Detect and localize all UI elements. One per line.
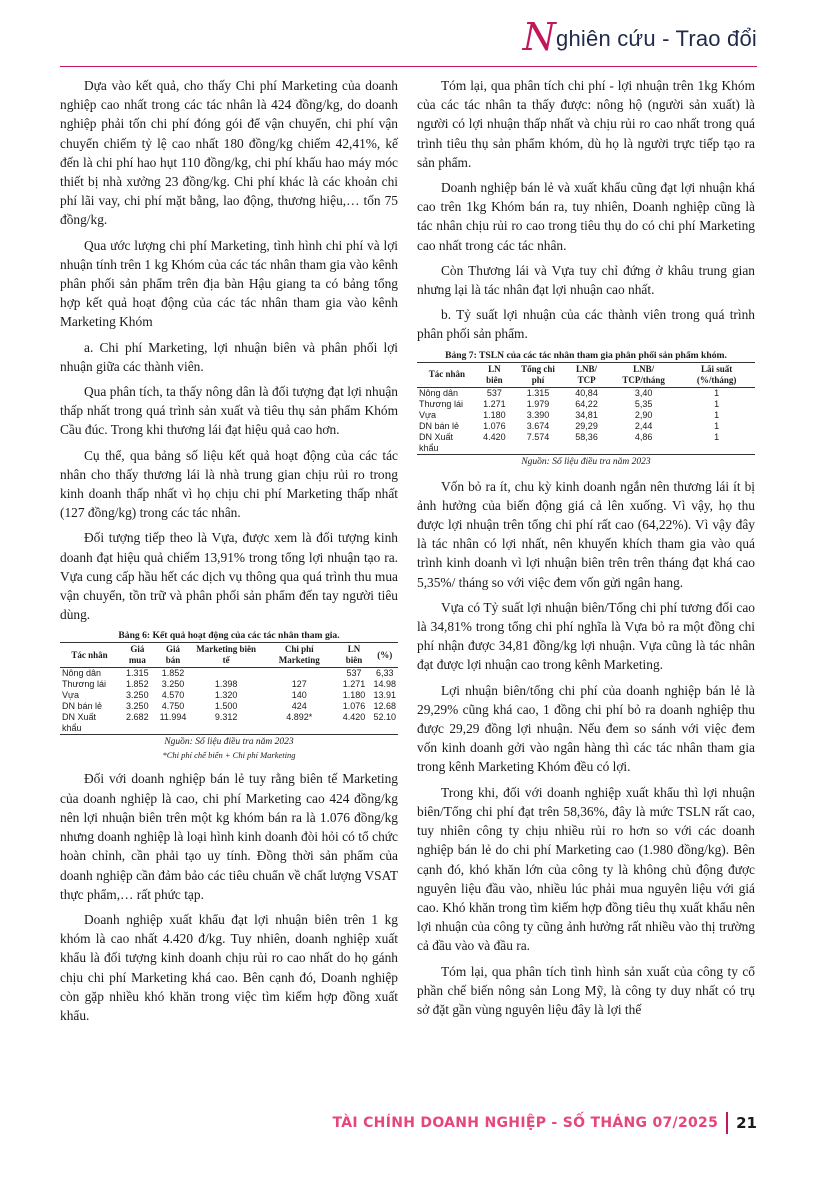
table-cell: 7.574 — [512, 432, 564, 455]
table-7-caption: Bảng 7: TSLN của các tác nhân tham gia phân phối sản phẩm khóm. — [445, 349, 727, 361]
paragraph: Doanh nghiệp xuất khẩu đạt lợi nhuận biên trên 1 kg khóm là cao nhất 4.420 đ/kg. Tuy nhiên, doanh nghiệp xuất khẩu là đối tượng kinh doanh chịu rủi ro cao nhất do họ gánh chịu chi phí Marketing khá cao. Bên cạnh đó, Doanh nghiệp còn gặp nhiều khó khăn trong việc tìm kiếm hợp đồng xuất khẩu. — [60, 911, 398, 1023]
right-paragraphs-bottom — [417, 477, 755, 1019]
table-cell: 4.892* — [262, 712, 337, 735]
table-cell: 1.979 — [526, 398, 550, 409]
paragraph: Qua phân tích, ta thấy nông dân là đối tượng đạt lợi nhuận thấp nhất trong quá trình sản xuất và tiêu thụ sản phẩm Khóm Cầu đúc. Trong khi thương lái đạt hiệu quả cao hơn. — [60, 384, 398, 438]
table-cell: 3.250 — [126, 690, 149, 701]
publication-name: TÀI CHÍNH DOANH NGHIỆP - SỐ THÁNG 07/2025 — [332, 1115, 719, 1131]
table-cell: 6,33 — [375, 668, 394, 679]
table-cell: 127 — [291, 679, 307, 690]
column-header: LN biên — [477, 362, 512, 387]
table-row — [60, 701, 398, 712]
column-header: Lãi suất (%/tháng) — [678, 362, 755, 387]
table-cell: 64,22 — [575, 398, 598, 409]
table-cell: 52.10 — [371, 712, 398, 735]
column-header: LN biên — [337, 643, 372, 668]
table-6-body — [60, 668, 398, 735]
table-6 — [60, 630, 398, 761]
table-cell: 9.312 — [190, 712, 262, 735]
column-header: Giá mua — [119, 643, 156, 668]
table-cell: 2,90 — [634, 409, 653, 420]
table-cell: 1.076 — [342, 701, 366, 712]
paragraph: b. Tỷ suất lợi nhuận của các thành viên trong quá trình phân phối sản phẩm. — [417, 307, 755, 342]
table-cell: Thương lái — [419, 398, 463, 409]
table-cell — [262, 668, 337, 680]
table-7 — [417, 350, 755, 469]
column-header: Chi phí Marketing — [262, 643, 337, 668]
left-paragraphs-top — [60, 76, 398, 624]
table-cell: 13.91 — [373, 690, 396, 701]
table-cell: 4.420 — [477, 432, 512, 455]
table-7-grid — [417, 362, 755, 455]
table-cell: 34,81 — [575, 409, 598, 420]
table-cell: 140 — [291, 690, 307, 701]
table-cell: 1.852 — [161, 668, 185, 679]
paragraph: Vựa có Tỷ suất lợi nhuận biên/Tổng chi phí tương đối cao là 34,81% trong tổng chi phí nghĩa là Vựa bỏ ra một đồng chi phí nhận được 34,81 đồng/kg lợi nhuận. Vựa cũng là tác nhân đạt được lợi nhuận cao trong kênh Marketing. — [417, 599, 755, 673]
table-cell: 3.390 — [526, 409, 550, 420]
table-row — [60, 712, 398, 735]
table-cell: 1 — [714, 409, 720, 420]
paragraph: Tóm lại, qua phân tích tình hình sản xuất của công ty cổ phần chế biến nông sản Long Mỹ, là công ty duy nhất có trụ sở đặt gần vùng nguyên liệu đây là lợi thế — [417, 963, 755, 1017]
table-cell: DN bán lẻ — [62, 701, 103, 712]
table-row — [417, 387, 755, 399]
table-cell: 4,86 — [609, 432, 678, 455]
right-paragraphs-top — [417, 76, 755, 344]
table-cell: DN Xuất khẩu — [417, 432, 477, 455]
table-cell: Nông dân — [62, 668, 102, 679]
table-cell: DN bán lẻ — [419, 420, 460, 431]
page-number: 21 — [736, 1114, 757, 1132]
paragraph: Cụ thể, qua bảng số liệu kết quả hoạt động của các tác nhân cho thấy thương lái là nhà trung gian chịu rủi ro trong kinh doanh thấp nhất vì họ chịu chi phí Marketing thấp nhất (127 đồng/kg) trong các tác nhân. — [60, 447, 398, 521]
table-row — [60, 668, 398, 680]
section-title-initial: N — [522, 15, 557, 59]
column-header: Marketing biên tế — [190, 643, 262, 668]
table-row — [60, 690, 398, 701]
table-cell: 1.315 — [526, 387, 550, 398]
table-7-body — [417, 387, 755, 454]
section-title — [522, 15, 757, 59]
table-row — [417, 399, 755, 410]
table-cell: 1.076 — [483, 420, 506, 431]
table-row — [417, 410, 755, 421]
table-cell: Nông dân — [419, 387, 459, 398]
table-cell: 1.271 — [483, 398, 506, 409]
column-header: LNB/ TCP — [564, 362, 609, 387]
paragraph: Doanh nghiệp bán lẻ và xuất khẩu cũng đạt lợi nhuận khá cao trên 1kg Khóm bán ra, tuy nhiên, Doanh nghiệp cũng là tác nhân chịu rủi ro cao trong tiêu thụ do có chi phí Marketing cao nhất trong các tác nhân. — [417, 180, 755, 253]
footer-separator — [726, 1112, 728, 1134]
table-cell: 58,36 — [564, 432, 609, 455]
table-cell: 5,35 — [634, 398, 653, 409]
left-column — [60, 76, 398, 1031]
table-cell: Vựa — [62, 690, 80, 701]
page-header — [0, 0, 815, 72]
table-cell: 40,84 — [575, 387, 598, 398]
table-cell: 1.271 — [342, 679, 366, 690]
paragraph: Trong khi, đối với doanh nghiệp xuất khẩu thì lợi nhuận biên/Tổng chi phí đạt trên 58,36%, đây là mức TSLN rất cao, tuy nhiên công ty chịu nhiều rủi ro hơn so với các doanh nghiệp bán lẻ do chi phí Marketing cao (1.980 đồng/kg). Bên cạnh đó, khó khăn lớn của công ty là không chủ động được nguyên liệu đầu vào, nhiều lúc phải mua nguyên liệu với giá cao. Khó khăn trong tìm kiếm hợp đồng tiêu thụ xuất khẩu nên lợi nhuận của công ty cũng ảnh hưởng rất nhiều vào thị trường cả đầu vào và đầu ra. — [417, 784, 755, 954]
paragraph: Đối tượng tiếp theo là Vựa, được xem là đối tượng kinh doanh đạt hiệu quả chiếm 13,91% trong tổng lợi nhuận tạo ra. Vựa cung cấp hầu hết các dịch vụ thông qua quá trình thu mua vận chuyển, tồn trữ và phân phối sản phẩm đến tay người tiêu dùng. — [60, 530, 398, 623]
table-cell: 1 — [714, 398, 720, 409]
table-cell: 1 — [714, 420, 720, 431]
table-cell: 14.98 — [373, 679, 396, 690]
table-cell: 1 — [678, 432, 755, 455]
column-header: Tổng chi phí — [512, 362, 564, 387]
table-cell — [190, 668, 262, 680]
table-6-caption: Bảng 6: Kết quả hoạt động của các tác nhân tham gia. — [118, 630, 340, 642]
page-footer — [333, 1110, 757, 1136]
right-column — [417, 76, 755, 1025]
table-cell: 1.500 — [214, 701, 238, 712]
column-header: Tác nhân — [417, 362, 477, 387]
column-header: (%) — [371, 643, 398, 668]
table-cell: 4.750 — [161, 701, 185, 712]
table-cell: 1.398 — [214, 679, 238, 690]
table-cell: 3.250 — [126, 701, 149, 712]
table-cell: Thương lái — [62, 679, 106, 690]
table-cell: 12.68 — [373, 701, 396, 712]
table-cell: 537 — [486, 387, 502, 398]
paragraph: Dựa vào kết quả, cho thấy Chi phí Marketing của doanh nghiệp cao nhất trong các tác nhân là 424 đồng/kg, do doanh nghiệp phải tốn chi phí đóng gói để vận chuyển, chi phí vận chuyển chiếm tỷ lệ cao nhất 180 đồng/kg chiếm 42,41%, kế đến là chi phí hao hụt 110 đồng/kg, chi phí khấu hao máy móc thiết bị nhà xưởng 23 đồng/kg. Chi phí khác là các khoản chi phí lãi vay, chi phí mặt bằng, lao động, thương hiệu,… tốn 75 đồng/kg. — [60, 78, 398, 228]
table-cell: 1 — [714, 387, 720, 398]
table-7-header-row — [417, 362, 755, 387]
table-cell: 2.682 — [119, 712, 156, 735]
table-6-grid — [60, 642, 398, 735]
table-cell: 3.250 — [161, 679, 185, 690]
table-6-header-row — [60, 643, 398, 668]
table-6-source: Nguồn: Số liệu điều tra năm 2023 — [164, 737, 294, 748]
paragraph: Tóm lại, qua phân tích chi phí - lợi nhuận trên 1kg Khóm của các tác nhân ta thấy được: nông hộ (người sản xuất) là người có lợi nhuận thấp nhất và chịu rủi ro cao nhất trong quá trình tiêu thụ sản phẩm khóm, dù họ là người trực tiếp tạo ra sản phẩm. — [417, 78, 755, 170]
section-title-text: ghiên cứu - Trao đổi — [556, 26, 757, 51]
paragraph: Còn Thương lái và Vựa tuy chỉ đứng ở khâu trung gian nhưng lại là tác nhân đạt lợi nhuận cao nhất. — [417, 262, 755, 298]
table-cell: 537 — [346, 668, 362, 679]
table-cell: 1.320 — [214, 690, 238, 701]
table-cell: 1.180 — [483, 409, 506, 420]
paragraph: Qua ước lượng chi phí Marketing, tình hình chi phí và lợi nhuận tính trên 1 kg Khóm của các tác nhân tham gia vào kênh phân phối sản phẩm trên địa bàn Hậu giang ta có bảng tổng hợp kết quả hoạt động của các tác nhân tham gia vào kênh Marketing Khóm — [60, 237, 399, 330]
table-6-note: *Chi phí chế biến + Chi phí Marketing — [162, 750, 296, 761]
column-header: LNB/ TCP/tháng — [609, 362, 678, 387]
table-cell: 4.420 — [337, 712, 372, 735]
table-cell: 3,40 — [634, 387, 653, 398]
table-cell: DN Xuất khẩu — [60, 712, 119, 735]
table-row — [417, 432, 755, 455]
paragraph: Vốn bỏ ra ít, chu kỳ kinh doanh ngắn nên thương lái ít bị ảnh hưởng của biến động giá cả lên xuống. Vì vậy, họ thu được lợi nhuận trên tổng chi phí rất cao (64,22%). Vì vậy đây là tác nhân có lợi nhất, nên khuyến khích tham gia vào quá trình kinh doanh vì lợi nhuận biên trên trên tháng đạt khá cao 5,35%/ tháng so với việc đem vốn gửi ngân hang. — [417, 478, 755, 590]
table-row — [60, 679, 398, 690]
paragraph: a. Chi phí Marketing, lợi nhuận biên và phân phối lợi nhuận giữa các thành viên. — [60, 339, 398, 374]
column-header: Giá bán — [156, 643, 191, 668]
table-cell: 1.180 — [342, 690, 366, 701]
left-paragraphs-bottom — [60, 769, 398, 1025]
table-7-source: Nguồn: Số liệu điều tra năm 2023 — [521, 456, 651, 467]
table-cell: 11.994 — [156, 712, 191, 735]
table-cell: 1.852 — [126, 679, 149, 690]
header-rule — [60, 66, 757, 67]
table-cell: 1.315 — [126, 668, 149, 679]
paragraph: Lợi nhuận biên/tổng chi phí của doanh nghiệp bán lẻ là 29,29% cũng khá cao, 1 đồng chi phí bỏ ra doanh nghiệp thu được 29,29 đồng lợi nhuận. Nếu đem so sánh với việc đem vốn kinh doanh gởi vào ngân hàng thì các tác nhân tham gia trong kênh Marketing Khóm đều có lợi. — [417, 682, 755, 775]
column-header: Tác nhân — [60, 643, 119, 668]
paragraph: Đối với doanh nghiệp bán lẻ tuy rằng biên tế Marketing của doanh nghiệp là cao, chi phí Marketing cao 424 đồng/kg nên lợi nhuận biên trên một kg khóm bán ra là 1.076 đồng/kg nhưng doanh nghiệp là loại hình kinh doanh đòi hỏi có tổ chức hoàn chỉnh, cần phải tạo uy tính. Đồng thời sản phẩm của doanh nghiệp cần đảm bảo các tiêu chuẩn về chất lượng VSAT thực phẩm,… rất phức tạp. — [60, 771, 398, 902]
table-cell: Vựa — [419, 409, 437, 420]
table-row — [417, 421, 755, 432]
table-cell: 2,44 — [634, 420, 653, 431]
table-cell: 424 — [291, 701, 307, 712]
table-cell: 3.674 — [526, 420, 550, 431]
table-cell: 29,29 — [575, 420, 598, 431]
table-cell: 4.570 — [161, 690, 185, 701]
